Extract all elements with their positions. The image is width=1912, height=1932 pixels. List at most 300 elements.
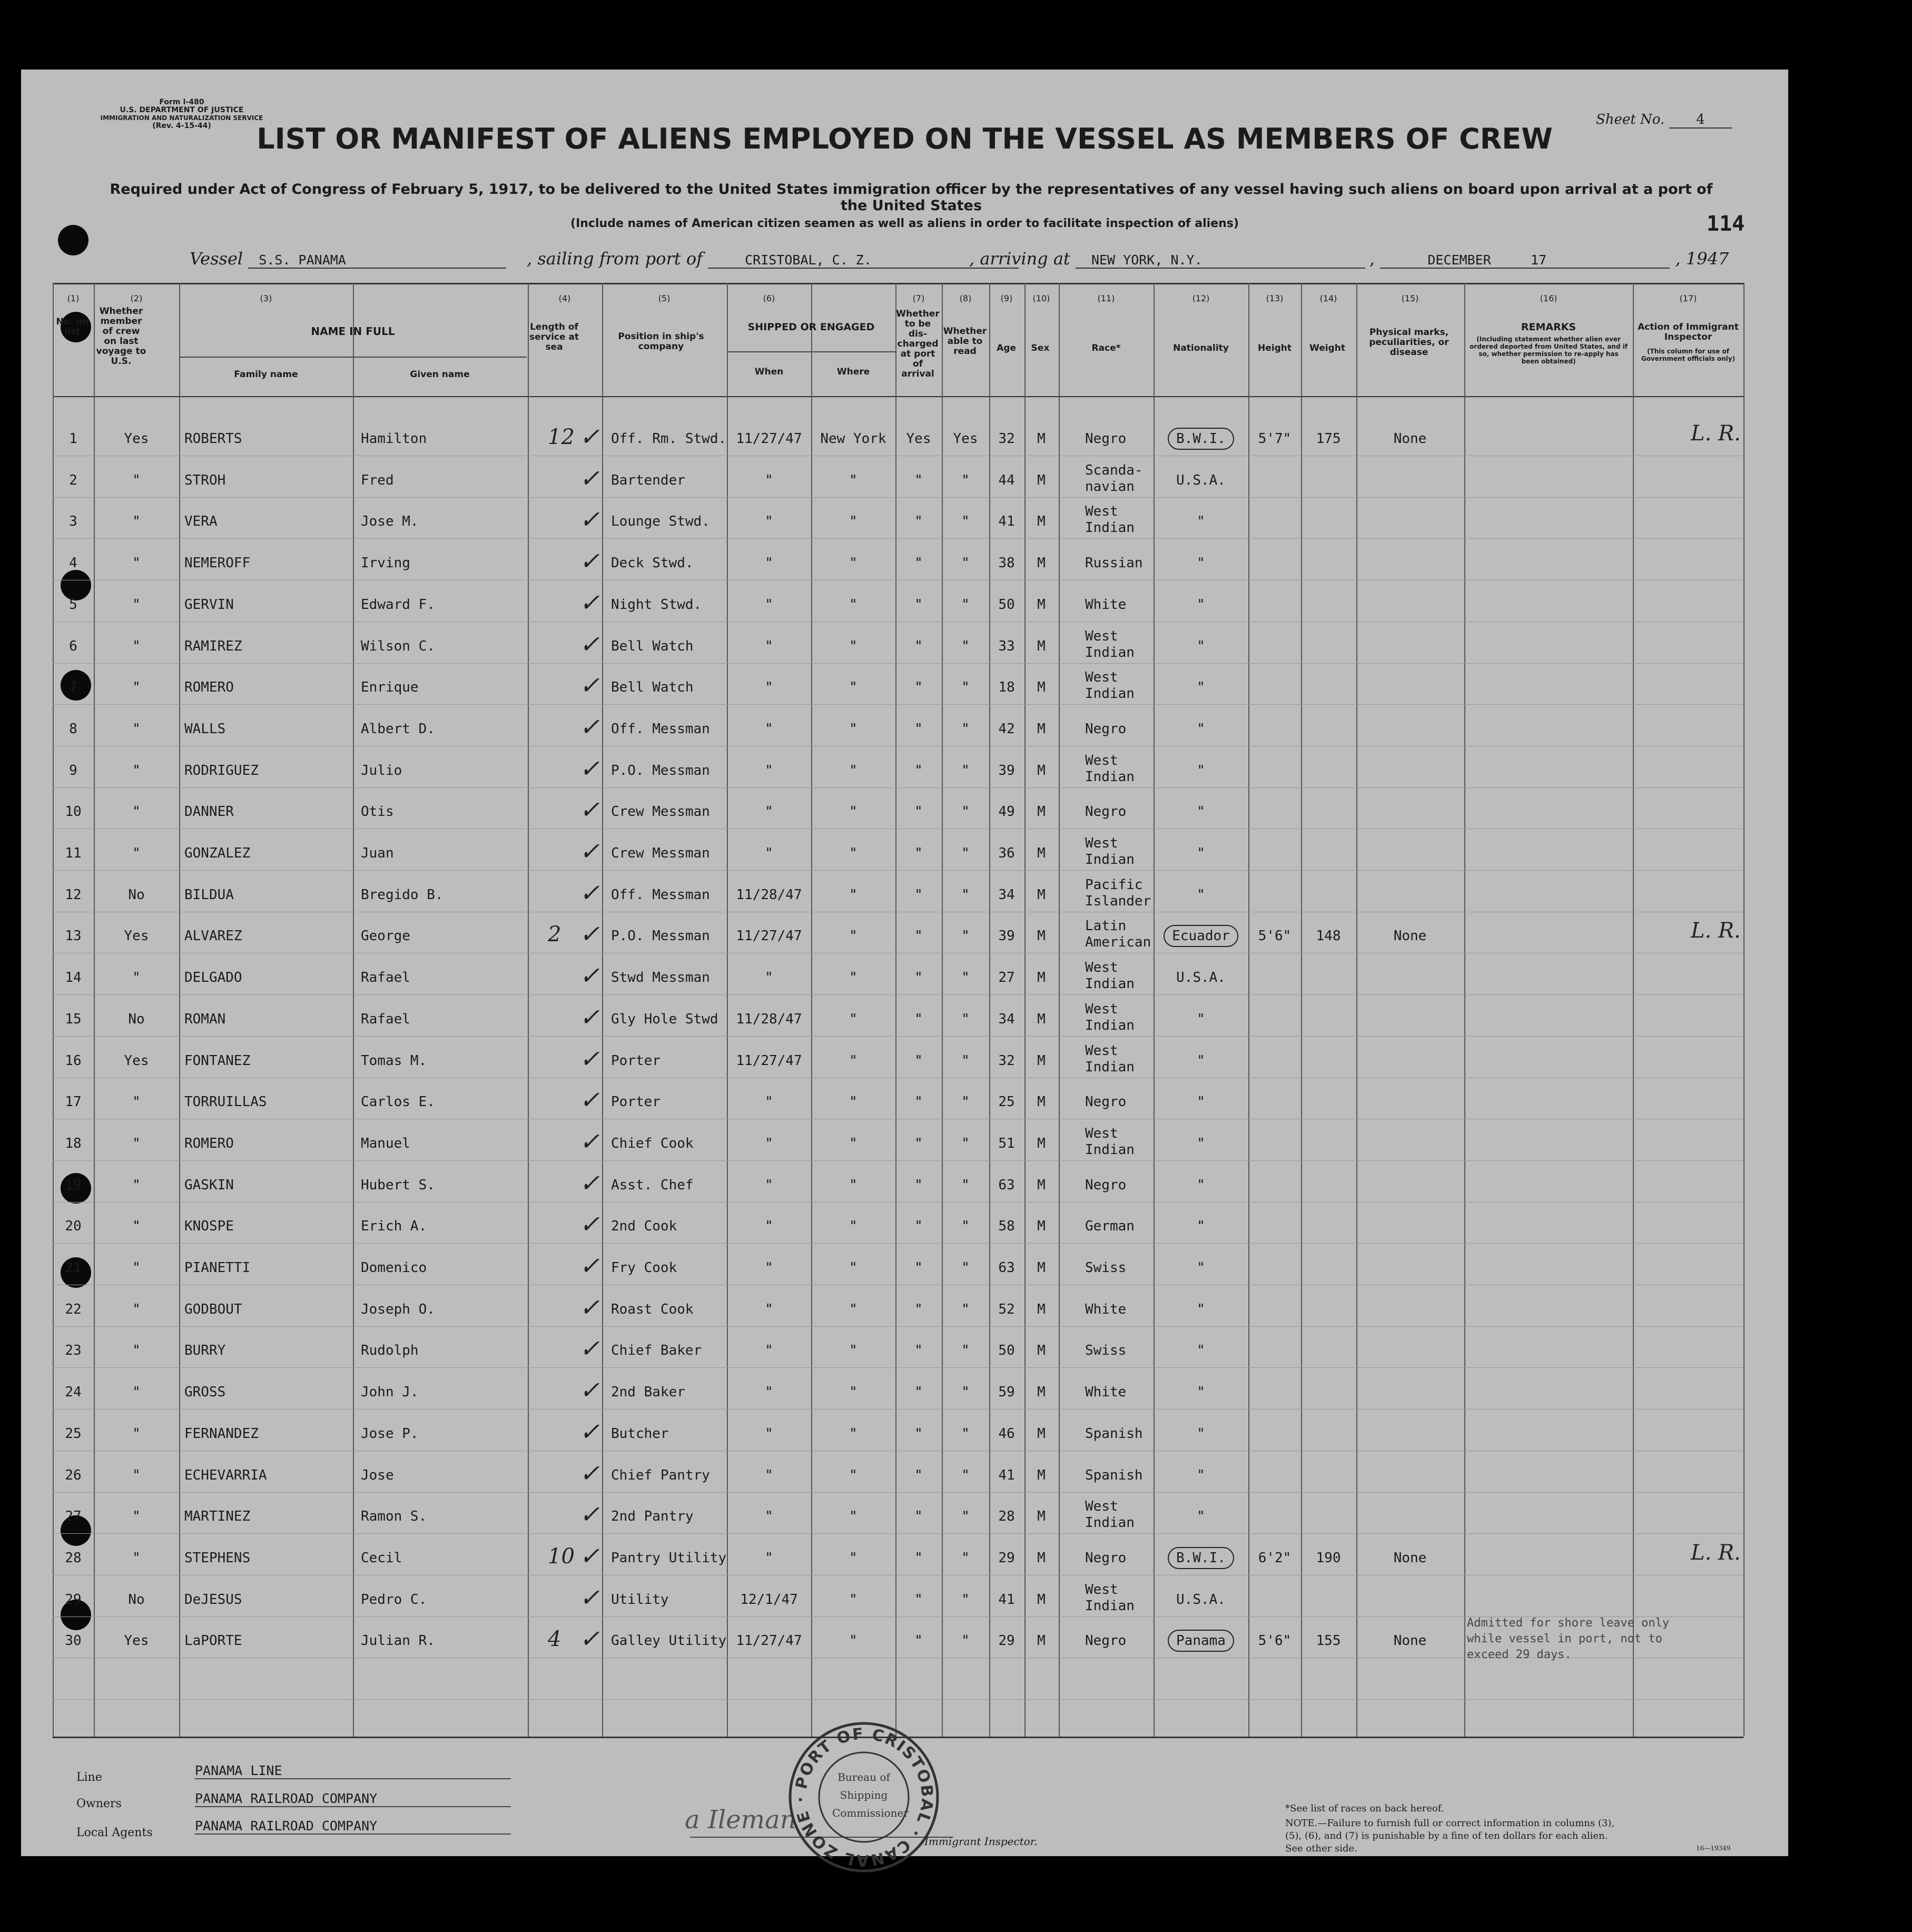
row-position: Porter: [611, 1053, 661, 1069]
row-number: 14: [65, 970, 82, 985]
row-read: ": [961, 845, 970, 861]
row-race: West Indian: [1085, 1043, 1135, 1075]
row-sex: M: [1037, 514, 1046, 529]
row-read: ": [961, 1053, 970, 1069]
row-member: ": [132, 1136, 141, 1151]
row-sex: M: [1037, 887, 1046, 903]
row-given-name: Ramon S.: [361, 1509, 427, 1524]
row-age: 42: [998, 721, 1015, 737]
row-given-name: Fred: [361, 472, 394, 488]
row-discharged: ": [914, 1467, 923, 1483]
service-check-mark: ✓: [579, 1044, 600, 1073]
row-given-name: Jose: [361, 1467, 394, 1483]
row-number: 30: [65, 1633, 82, 1649]
row-number: 17: [65, 1094, 82, 1110]
row-race: Negro: [1085, 721, 1127, 737]
row-given-name: Joseph O.: [361, 1302, 435, 1317]
service-check-mark: ✓: [579, 1293, 600, 1322]
row-nationality: ": [1197, 1011, 1205, 1027]
row-member: ": [132, 638, 141, 654]
row-race: Negro: [1085, 1633, 1127, 1649]
line-value: PANAMA LINE: [195, 1763, 511, 1779]
row-rule: [53, 538, 1743, 539]
row-where: ": [849, 1633, 858, 1649]
row-nationality: ": [1197, 514, 1205, 529]
row-physical: None: [1393, 1550, 1427, 1566]
row-read: ": [961, 1094, 970, 1110]
service-check-mark: ✓: [579, 630, 600, 658]
row-discharged: ": [914, 1343, 923, 1358]
row-where: New York: [820, 431, 886, 447]
row-given-name: Edward F.: [361, 597, 435, 613]
column-number: (17): [1679, 293, 1697, 303]
row-given-name: Albert D.: [361, 721, 435, 737]
row-when: ": [765, 555, 773, 571]
row-age: 36: [998, 845, 1015, 861]
column-rule: [1743, 283, 1745, 1737]
service-check-mark: ✓: [579, 464, 600, 492]
row-read: ": [961, 638, 970, 654]
row-rule: [53, 1036, 1743, 1037]
row-sex: M: [1037, 804, 1046, 820]
row-age: 39: [998, 928, 1015, 944]
row-number: 13: [65, 928, 82, 944]
row-member: ": [132, 1384, 141, 1400]
service-check-mark: ✓: [579, 1542, 600, 1570]
row-age: 63: [998, 1177, 1015, 1193]
row-nationality: U.S.A.: [1176, 472, 1226, 488]
row-family-name: RAMIREZ: [184, 638, 242, 654]
row-when: ": [765, 638, 773, 654]
row-discharged: ": [914, 1384, 923, 1400]
row-sex: M: [1037, 1177, 1046, 1193]
row-number: 26: [65, 1467, 82, 1483]
row-service: 4: [548, 1627, 561, 1651]
row-family-name: GASKIN: [184, 1177, 234, 1193]
row-position: Asst. Chef: [611, 1177, 694, 1193]
row-race: Spanish: [1085, 1467, 1143, 1483]
column-number: (1): [67, 293, 80, 303]
row-discharged: ": [914, 1592, 923, 1608]
row-rule: [53, 870, 1743, 871]
row-member: ": [132, 721, 141, 737]
row-age: 49: [998, 804, 1015, 820]
row-number: 5: [69, 597, 77, 613]
row-nationality: ": [1197, 1467, 1205, 1483]
row-family-name: MARTINEZ: [184, 1509, 251, 1524]
row-number: 15: [65, 1011, 82, 1027]
row-when: ": [765, 970, 773, 985]
row-where: ": [849, 1592, 858, 1608]
row-family-name: STROH: [184, 472, 226, 488]
row-race: Russian: [1085, 555, 1143, 571]
row-age: 46: [998, 1426, 1015, 1442]
row-family-name: FONTANEZ: [184, 1053, 251, 1069]
service-check-mark: ✓: [579, 1127, 600, 1156]
row-family-name: ROMERO: [184, 1136, 234, 1151]
service-check-mark: ✓: [579, 879, 600, 907]
service-check-mark: ✓: [579, 713, 600, 741]
column-number: (12): [1192, 293, 1210, 303]
table-top-rule: [53, 283, 1743, 284]
row-race: West Indian: [1085, 835, 1135, 868]
column-number: (6): [763, 293, 775, 303]
service-check-mark: ✓: [579, 1624, 600, 1653]
header-read: Whether able to read: [943, 326, 987, 357]
row-given-name: Pedro C.: [361, 1592, 427, 1608]
agents-label: Local Agents: [76, 1826, 153, 1839]
row-race: Pacific Islander: [1085, 877, 1151, 909]
row-discharged: ": [914, 1550, 923, 1566]
row-member: ": [132, 1260, 141, 1276]
header-remarks: REMARKS: [1521, 321, 1576, 333]
row-position: Chief Cook: [611, 1136, 694, 1151]
row-number: 11: [65, 845, 82, 861]
row-nationality: B.W.I.: [1138, 431, 1264, 447]
row-family-name: RODRIGUEZ: [184, 763, 259, 778]
column-number: (14): [1319, 293, 1337, 303]
row-position: Chief Pantry: [611, 1467, 710, 1483]
row-when: 11/27/47: [736, 928, 802, 944]
row-when: ": [765, 763, 773, 778]
row-discharged: ": [914, 597, 923, 613]
header-position: Position in ship's company: [618, 331, 704, 352]
row-where: ": [849, 472, 858, 488]
row-number: 6: [69, 638, 77, 654]
service-check-mark: ✓: [579, 1334, 600, 1363]
row-race: Swiss: [1085, 1260, 1127, 1276]
row-age: 27: [998, 970, 1015, 985]
page-subnote: (Include names of American citizen seamen as well as aliens in order to facilitate inspection of aliens): [570, 217, 1239, 230]
row-height: 5'6": [1258, 928, 1292, 944]
agents-value: PANAMA RAILROAD COMPANY: [195, 1818, 511, 1835]
row-discharged: ": [914, 804, 923, 820]
row-member: ": [132, 1426, 141, 1442]
row-where: ": [849, 1218, 858, 1234]
row-age: 28: [998, 1509, 1015, 1524]
row-member: ": [132, 1550, 141, 1566]
row-member: ": [132, 845, 141, 861]
row-sex: M: [1037, 638, 1046, 654]
row-given-name: Rudolph: [361, 1343, 419, 1358]
row-number: 1: [69, 431, 77, 447]
row-race: White: [1085, 1302, 1127, 1317]
remarks-stamp: Admitted for shore leave only while vessel in port, not to exceed 29 days.: [1467, 1616, 1670, 1661]
row-nationality: ": [1197, 1053, 1205, 1069]
service-check-mark: ✓: [579, 1086, 600, 1114]
row-family-name: ROBERTS: [184, 431, 242, 447]
row-sex: M: [1037, 1343, 1046, 1358]
service-check-mark: ✓: [579, 754, 600, 783]
row-service: 12: [548, 425, 575, 449]
row-family-name: GONZALEZ: [184, 845, 251, 861]
form-identifier: Form I-480 U.S. DEPARTMENT OF JUSTICE IMMIGRATION AND NATURALIZATION SERVICE (Rev. 4-15-44): [100, 98, 263, 130]
row-discharged: ": [914, 845, 923, 861]
row-race: Negro: [1085, 431, 1127, 447]
row-given-name: Bregido B.: [361, 887, 443, 903]
row-number: 12: [65, 887, 82, 903]
row-where: ": [849, 845, 858, 861]
row-position: Fry Cook: [611, 1260, 677, 1276]
header-member: Whether member of crew on last voyage to U.S.: [96, 306, 146, 367]
row-discharged: ": [914, 1509, 923, 1524]
service-check-mark: ✓: [579, 1459, 600, 1487]
row-position: Stwd Messman: [611, 970, 710, 985]
row-where: ": [849, 555, 858, 571]
svg-text:PORT OF CRISTOBAL · CANAL ZONE: PORT OF CRISTOBAL · CANAL ZONE ·: [791, 1724, 937, 1870]
arrival-year: , 1947: [1675, 249, 1729, 269]
row-nationality: ": [1197, 638, 1205, 654]
row-age: 52: [998, 1302, 1015, 1317]
row-position: Deck Stwd.: [611, 555, 694, 571]
header-physical: Physical marks, peculiarities, or disease: [1369, 327, 1449, 358]
row-number: 28: [65, 1550, 82, 1566]
row-when: ": [765, 845, 773, 861]
row-member: Yes: [124, 928, 149, 944]
row-member: Yes: [124, 1633, 149, 1649]
row-member: ": [132, 472, 141, 488]
row-position: Crew Messman: [611, 845, 710, 861]
row-rule: [53, 497, 1743, 498]
row-inspector-action: L. R.: [1691, 919, 1741, 943]
row-discharged: ": [914, 1218, 923, 1234]
row-read: ": [961, 1218, 970, 1234]
row-given-name: Hubert S.: [361, 1177, 435, 1193]
header-no: No. on list: [56, 317, 89, 337]
row-position: 2nd Pantry: [611, 1509, 694, 1524]
row-member: ": [132, 1467, 141, 1483]
row-given-name: Otis: [361, 804, 394, 820]
row-physical: None: [1393, 928, 1427, 944]
row-race: Negro: [1085, 1550, 1127, 1566]
line-label: Line: [76, 1771, 102, 1784]
page-subtitle: Required under Act of Congress of February 5, 1917, to be delivered to the United States immigration officer by the representatives of any vessel having such aliens on board upon arrival at a port of the United States: [110, 181, 1713, 214]
row-age: 39: [998, 763, 1015, 778]
row-family-name: GROSS: [184, 1384, 226, 1400]
service-check-mark: ✓: [579, 961, 600, 990]
row-where: ": [849, 1177, 858, 1193]
row-discharged: ": [914, 1177, 923, 1193]
row-family-name: WALLS: [184, 721, 226, 737]
row-read: ": [961, 1509, 970, 1524]
row-read: ": [961, 1592, 970, 1608]
row-age: 50: [998, 1343, 1015, 1358]
row-race: German: [1085, 1218, 1135, 1234]
row-where: ": [849, 763, 858, 778]
header-discharged: Whether to be dis-charged at port of arrival: [896, 309, 940, 379]
row-rule: [53, 1699, 1743, 1700]
row-race: Negro: [1085, 1177, 1127, 1193]
header-action: Action of Immigrant Inspector: [1638, 322, 1739, 342]
row-when: ": [765, 721, 773, 737]
vessel-field: Vessel S.S. PANAMA: [190, 249, 506, 269]
row-given-name: George: [361, 928, 410, 944]
row-nationality: ": [1197, 679, 1205, 695]
row-member: ": [132, 514, 141, 529]
row-where: ": [849, 1467, 858, 1483]
row-nationality: ": [1197, 887, 1205, 903]
row-when: ": [765, 514, 773, 529]
row-member: ": [132, 1094, 141, 1110]
row-rule: [53, 1326, 1743, 1327]
row-when: ": [765, 1509, 773, 1524]
row-age: 29: [998, 1550, 1015, 1566]
row-age: 41: [998, 1467, 1015, 1483]
sailing-port-field: , sailing from port of CRISTOBAL, C. Z.: [527, 249, 1019, 269]
row-where: ": [849, 887, 858, 903]
arrival-day: 17: [1531, 252, 1547, 268]
row-discharged: ": [914, 1094, 923, 1110]
row-given-name: Jose M.: [361, 514, 419, 529]
row-position: P.O. Messman: [611, 763, 710, 778]
header-race: Race*: [1091, 343, 1121, 353]
row-member: Yes: [124, 431, 149, 447]
row-where: ": [849, 804, 858, 820]
row-position: Utility: [611, 1592, 669, 1608]
service-check-mark: ✓: [579, 547, 600, 575]
row-nationality: ": [1197, 1136, 1205, 1151]
row-sex: M: [1037, 1426, 1046, 1442]
row-number: 9: [69, 763, 77, 778]
row-age: 25: [998, 1094, 1015, 1110]
row-nationality: ": [1197, 1260, 1205, 1276]
row-discharged: Yes: [906, 431, 931, 447]
row-member: ": [132, 679, 141, 695]
row-member: No: [128, 1011, 145, 1027]
row-position: Butcher: [611, 1426, 669, 1442]
row-position: Off. Rm. Stwd.: [611, 431, 727, 447]
row-sex: M: [1037, 970, 1046, 985]
row-read: ": [961, 1467, 970, 1483]
row-rule: [53, 1160, 1743, 1161]
row-sex: M: [1037, 555, 1046, 571]
table-header-rule: [53, 396, 1743, 397]
row-family-name: LaPORTE: [184, 1633, 242, 1649]
row-discharged: ": [914, 970, 923, 985]
column-rule: [528, 283, 529, 1737]
row-race: Swiss: [1085, 1343, 1127, 1358]
row-where: ": [849, 1509, 858, 1524]
print-code: 16—19349: [1696, 1845, 1731, 1852]
row-discharged: ": [914, 1011, 923, 1027]
service-check-mark: ✓: [579, 1003, 600, 1031]
row-discharged: ": [914, 1633, 923, 1649]
fine-note: NOTE.—Failure to furnish full or correct information in columns (3), (5), (6), and (7) is punishable by a fine of ten dollars for each alien. See other side.: [1285, 1818, 1615, 1854]
column-number: (13): [1266, 293, 1284, 303]
row-discharged: ": [914, 763, 923, 778]
row-number: 10: [65, 804, 82, 820]
row-where: ": [849, 928, 858, 944]
header-where: Where: [836, 367, 870, 377]
row-sex: M: [1037, 1467, 1046, 1483]
row-number: 27: [65, 1509, 82, 1524]
row-sex: M: [1037, 1094, 1046, 1110]
row-position: Porter: [611, 1094, 661, 1110]
row-sex: M: [1037, 763, 1046, 778]
row-nationality: U.S.A.: [1176, 1592, 1226, 1608]
row-age: 18: [998, 679, 1015, 695]
header-height: Height: [1258, 343, 1292, 353]
row-where: ": [849, 1302, 858, 1317]
row-family-name: DANNER: [184, 804, 234, 820]
row-member: No: [128, 887, 145, 903]
row-height: 5'7": [1258, 431, 1292, 447]
row-read: ": [961, 1384, 970, 1400]
row-rule: [53, 1533, 1743, 1534]
row-sex: M: [1037, 928, 1046, 944]
row-when: ": [765, 679, 773, 695]
row-nationality: ": [1197, 1094, 1205, 1110]
column-number: (2): [130, 293, 143, 303]
row-given-name: Juan: [361, 845, 394, 861]
row-age: 38: [998, 555, 1015, 571]
row-when: ": [765, 1426, 773, 1442]
row-age: 34: [998, 887, 1015, 903]
row-sex: M: [1037, 1218, 1046, 1234]
row-where: ": [849, 1343, 858, 1358]
row-position: Off. Messman: [611, 721, 710, 737]
row-family-name: GERVIN: [184, 597, 234, 613]
service-check-mark: ✓: [579, 1417, 600, 1446]
row-race: West Indian: [1085, 1001, 1135, 1033]
row-rule: [53, 994, 1743, 995]
row-family-name: TORRUILLAS: [184, 1094, 267, 1110]
row-physical: None: [1393, 431, 1427, 447]
row-where: ": [849, 721, 858, 737]
row-when: ": [765, 1384, 773, 1400]
row-family-name: STEPHENS: [184, 1550, 251, 1566]
row-rule: [53, 787, 1743, 788]
row-sex: M: [1037, 597, 1046, 613]
row-position: Chief Baker: [611, 1343, 702, 1358]
row-discharged: ": [914, 887, 923, 903]
row-family-name: FERNANDEZ: [184, 1426, 259, 1442]
row-age: 51: [998, 1136, 1015, 1151]
row-sex: M: [1037, 1260, 1046, 1276]
row-race: West Indian: [1085, 960, 1135, 992]
row-nationality: ": [1197, 1302, 1205, 1317]
row-where: ": [849, 970, 858, 985]
row-where: ": [849, 1094, 858, 1110]
row-age: 33: [998, 638, 1015, 654]
row-position: Night Stwd.: [611, 597, 702, 613]
row-given-name: Hamilton: [361, 431, 427, 447]
row-sex: M: [1037, 1136, 1046, 1151]
row-member: ": [132, 555, 141, 571]
sheet-number: Sheet No. 4: [1596, 112, 1732, 129]
row-family-name: NEMEROFF: [184, 555, 251, 571]
row-member: ": [132, 1509, 141, 1524]
row-number: 2: [69, 472, 77, 488]
row-age: 34: [998, 1011, 1015, 1027]
row-when: 11/27/47: [736, 431, 802, 447]
row-when: ": [765, 1136, 773, 1151]
row-sex: M: [1037, 679, 1046, 695]
row-read: ": [961, 887, 970, 903]
row-sex: M: [1037, 1053, 1046, 1069]
row-discharged: ": [914, 1136, 923, 1151]
row-discharged: ": [914, 1426, 923, 1442]
row-read: ": [961, 597, 970, 613]
column-rule: [602, 283, 603, 1737]
row-when: ": [765, 1218, 773, 1234]
header-action-note: (This column for use of Government officials only): [1641, 348, 1736, 362]
row-number: 20: [65, 1218, 82, 1234]
row-read: ": [961, 555, 970, 571]
column-number: (9): [1000, 293, 1013, 303]
row-race: West Indian: [1085, 669, 1135, 702]
row-race: Negro: [1085, 1094, 1127, 1110]
